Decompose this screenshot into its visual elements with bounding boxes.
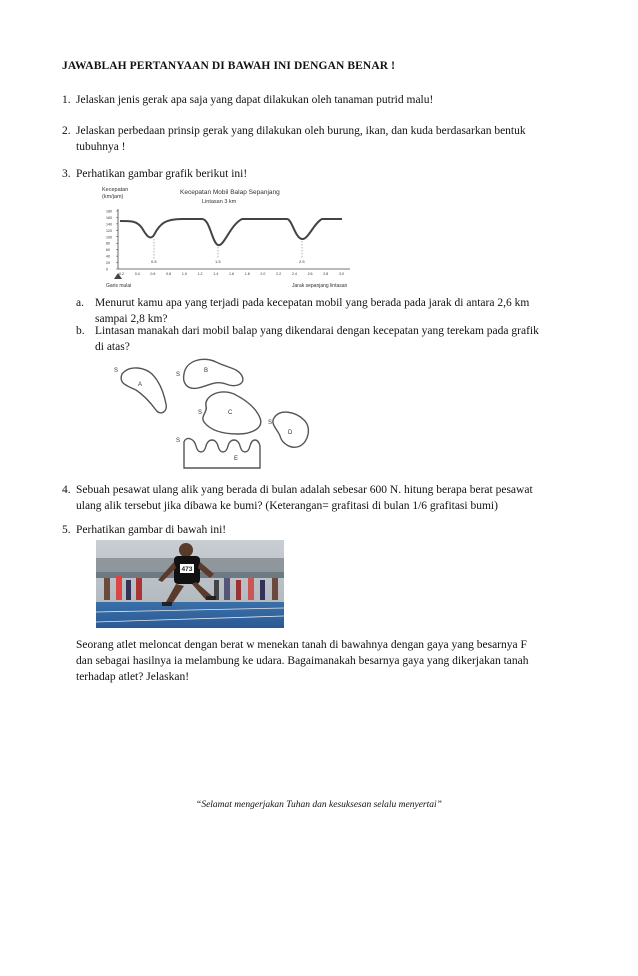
footer-quote: “Selamat mengerjakan Tuhan dan kesuksesan selalu menyertai”: [196, 800, 442, 810]
y-tick-label: 40: [106, 254, 110, 259]
annotation-1-5: 1.5: [215, 259, 221, 264]
graph-y-ticks: [106, 210, 118, 272]
x-tick-label: 0.4: [134, 272, 140, 276]
graph-ylabel-1: Kecepatan: [102, 187, 129, 193]
graph-title: Kecepatan Mobil Balap Sepanjang: [180, 189, 280, 196]
track-label-c: C: [228, 410, 233, 416]
x-tick-label: 0.6: [150, 272, 156, 276]
page-title: JAWABLAH PERTANYAAN DI BAWAH INI DENGAN BENAR !: [62, 60, 396, 72]
athlete-photo: [96, 540, 284, 628]
question-5-paragraph-line-1: Seorang atlet meloncat dengan berat w menekan tanah di bawahnya dengan gaya yang besarnya F: [76, 639, 527, 651]
y-tick-label: 60: [106, 248, 110, 253]
question-3a-line-2: sampai 2,8 km?: [95, 313, 168, 325]
question-3a-line-1: Menurut kamu apa yang terjadi pada kecepatan mobil yang berada pada jarak di antara 2,6 km: [95, 297, 530, 309]
x-tick-label: 2.0: [260, 272, 266, 276]
question-4-line-1: Sebuah pesawat ulang alik yang berada di bulan adalah sebesar 600 N. hitung berapa berat pesawat: [76, 484, 533, 496]
annotation-0-5: 0.5: [151, 259, 157, 264]
y-tick-label: 100: [106, 235, 112, 240]
speed-graph: [92, 183, 362, 293]
track-e: [184, 439, 260, 468]
track-label-d: D: [288, 430, 293, 436]
x-tick-label: 2.8: [323, 272, 329, 276]
question-3b-line-2: di atas?: [95, 341, 130, 353]
start-label-b: S: [176, 372, 181, 378]
track-label-a: A: [138, 382, 143, 388]
graph-x-ticks: [119, 272, 344, 276]
x-tick-label: 2.2: [276, 272, 282, 276]
question-4-line-2: ulang alik tersebut jika dibawa ke bumi? (Keterangan= grafitasi di bulan 1/6 grafitasi bumi): [76, 500, 498, 512]
x-tick-label: 2.4: [291, 272, 297, 276]
y-tick-label: 120: [106, 228, 112, 233]
x-tick-label: 1.8: [244, 272, 250, 276]
graph-subtitle: Lintasan 3 km: [202, 199, 237, 205]
y-tick-label: 0: [106, 267, 108, 272]
question-3-line-1: Perhatikan gambar grafik berikut ini!: [76, 168, 248, 180]
y-tick-label: 180: [106, 209, 112, 214]
question-3b-line-1: Lintasan manakah dari mobil balap yang dikendarai dengan kecepatan yang terekam pada grafik: [95, 325, 539, 337]
graph-xlabel: Jarak sepanjang lintasan: [292, 283, 348, 289]
question-5-paragraph-line-2: dan sebagai hasilnya ia melambung ke udara. Bagaimanakah besarnya gaya yang dikerjakan tanah: [76, 655, 529, 667]
annotation-2-5: 2.5: [299, 259, 305, 264]
question-2-line-1: Jelaskan perbedaan prinsip gerak yang dilakukan oleh burung, ikan, dan kuda berdasarkan bentuk: [76, 125, 526, 137]
question-1-line-1: Jelaskan jenis gerak apa saja yang dapat dilakukan oleh tanaman putrid malu!: [76, 94, 434, 106]
start-label-c: S: [198, 410, 203, 416]
question-5-paragraph: [76, 637, 528, 685]
y-tick-label: 160: [106, 215, 112, 220]
track-b: [184, 359, 243, 388]
x-tick-label: 3.0: [339, 272, 344, 276]
y-tick-label: 140: [106, 222, 112, 227]
y-tick-label: 20: [106, 261, 110, 266]
track-label-e: E: [234, 456, 239, 462]
x-tick-label: 0.8: [166, 272, 172, 276]
graph-start-label: Garis mulai: [106, 283, 132, 289]
start-label-a: S: [114, 368, 119, 374]
question-5-line-1: Perhatikan gambar di bawah ini!: [76, 524, 227, 536]
x-tick-label: 1.2: [197, 272, 203, 276]
x-tick-label: 1.6: [229, 272, 234, 276]
question-2-line-2: tubuhnya !: [76, 141, 126, 153]
track-label-b: B: [204, 368, 209, 374]
x-tick-label: 2.6: [307, 272, 313, 276]
y-tick-label: 80: [106, 241, 110, 246]
x-tick-label: 1.4: [213, 272, 219, 276]
graph-ylabel-2: (km/jam): [102, 194, 124, 200]
x-tick-label: 1.0: [181, 272, 187, 276]
start-label-d: S: [268, 420, 273, 426]
start-label-e: S: [176, 438, 181, 444]
track-a: [121, 368, 166, 413]
question-5-paragraph-line-3: terhadap atlet? Jelaskan!: [76, 671, 190, 683]
track-diagram: [112, 354, 322, 474]
x-tick-label: 0.2: [119, 272, 124, 276]
bib-number: 473: [181, 566, 193, 573]
speed-curve: [120, 219, 342, 245]
